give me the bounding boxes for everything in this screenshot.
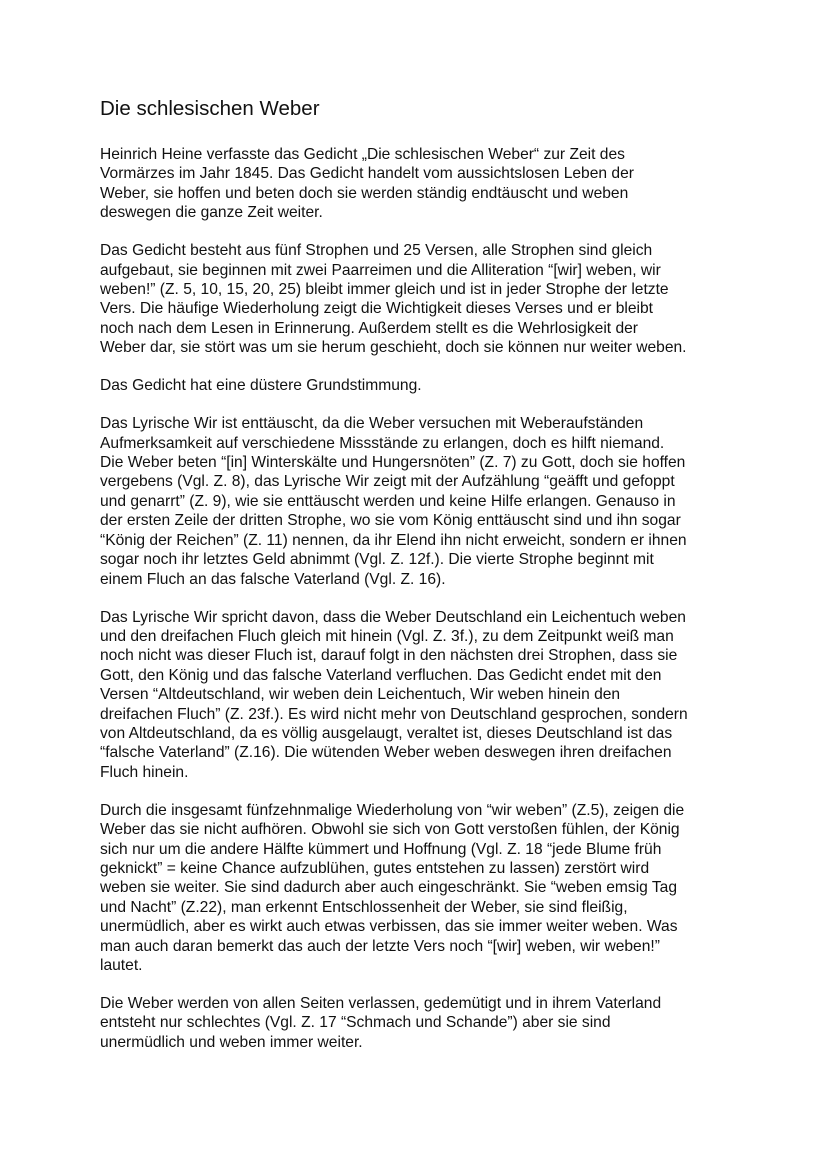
text-line: Die Weber werden von allen Seiten verlassen, gedemütigt und in ihrem Vaterland: [100, 995, 662, 1012]
text-line: Vers. Die häufige Wiederholung zeigt die Wichtigkeit dieses Verses und er bleibt: [100, 300, 654, 318]
text-line: und Nacht” (Z.22), man erkennt Entschlossenheit der Weber, sie sind fleißig,: [100, 898, 628, 916]
document-title: Die schlesischen Weber: [100, 97, 320, 120]
text-line: und genarrt” (Z. 9), wie sie enttäuscht werden und keine Hilfe erlangen. Genauso in: [100, 492, 676, 510]
text-line: man auch daran bemerkt das auch der letzte Vers noch “[wir] weben, wir weben!”: [100, 937, 660, 955]
text-line: Das Gedicht hat eine düstere Grundstimmung.: [100, 377, 422, 395]
text-line: Das Lyrische Wir ist enttäuscht, da die Weber versuchen mit Weberaufständen: [100, 415, 644, 433]
text-line: deswegen die ganze Zeit weiter.: [100, 204, 323, 222]
text-line: Durch die insgesamt fünfzehnmalige Wiederholung von “wir weben” (Z.5), zeigen die: [100, 801, 685, 819]
paragraph-repetition: [100, 801, 740, 976]
text-line: Weber dar, sie stört was um sie herum geschieht, doch sie können nur weiter weben.: [100, 339, 687, 357]
text-line: noch nach dem Lesen in Erinnerung. Außerdem stellt es die Wehrlosigkeit der: [100, 319, 638, 337]
text-line: noch nicht was dieser Fluch ist, darauf folgt in den nächsten drei Strophen, dass sie: [100, 647, 678, 665]
text-line: “falsche Vaterland” (Z.16). Die wütenden Weber weben deswegen ihren dreifachen: [100, 744, 672, 762]
text-line: Die Weber beten “[in] Winterskälte und Hungersnöten” (Z. 7) zu Gott, doch sie hoffen: [100, 454, 686, 472]
document-page: [100, 96, 740, 1071]
text-line: unermüdlich und weben immer weiter.: [100, 1033, 363, 1051]
paragraph-intro: [100, 145, 740, 223]
text-line: lautet.: [100, 957, 143, 974]
text-line: sogar noch ihr letztes Geld abnimmt (Vgl. Z. 12f.). Die vierte Strophe beginnt mit: [100, 551, 654, 569]
text-line: Versen “Altdeutschland, wir weben dein Leichentuch, Wir weben hinein den: [100, 686, 621, 704]
text-line: geknickt” = keine Chance aufzublühen, gutes entstehen zu lassen) zerstört wird: [100, 859, 650, 877]
paragraph-structure: [100, 241, 740, 357]
text-line: weben!” (Z. 5, 10, 15, 20, 25) bleibt immer gleich und ist in jeder Strophe der letzte: [100, 281, 669, 299]
text-line: der ersten Zeile der dritten Strophe, wo sie vom König enttäuscht sind und ihn sogar: [100, 512, 681, 530]
text-line: entsteht nur schlechtes (Vgl. Z. 17 “Schmach und Schande”) aber sie sind: [100, 1014, 611, 1032]
text-line: Aufmerksamkeit auf verschiedene Missstände zu erlangen, doch es hilft niemand.: [100, 434, 665, 452]
paragraph-disappointment: [100, 414, 740, 589]
text-line: sich nur um die andere Hälfte kümmert und Hoffnung (Vgl. Z. 18 “jede Blume früh: [100, 840, 662, 858]
text-line: unermüdlich, aber es wirkt auch etwas verbissen, das sie immer weiter weben. Was: [100, 918, 678, 936]
text-line: Vormärzes im Jahr 1845. Das Gedicht handelt vom aussichtslosen Leben der: [100, 165, 634, 183]
text-line: einem Fluch an das falsche Vaterland (Vgl. Z. 16).: [100, 570, 446, 588]
text-line: Weber, sie hoffen und beten doch sie werden ständig endtäuscht und weben: [100, 184, 629, 202]
text-line: “König der Reichen” (Z. 11) nennen, da ihr Elend ihn nicht erweicht, sondern er ihnen: [100, 531, 687, 549]
text-line: von Altdeutschland, da es völlig ausgelaugt, veraltet ist, dieses Deutschland ist das: [100, 724, 673, 742]
text-line: aufgebaut, sie beginnen mit zwei Paarreimen und die Alliteration “[wir] weben, wir: [100, 261, 661, 279]
text-line: Weber das sie nicht aufhören. Obwohl sie sich von Gott verstoßen fühlen, der König: [100, 821, 680, 839]
text-line: Heinrich Heine verfasste das Gedicht „Die schlesischen Weber“ zur Zeit des: [100, 146, 625, 163]
text-line: Das Lyrische Wir spricht davon, dass die Weber Deutschland ein Leichentuch weben: [100, 608, 686, 626]
text-line: Gott, den König und das falsche Vaterland verfluchen. Das Gedicht endet mit den: [100, 666, 662, 684]
text-line: vergebens (Vgl. Z. 8), das Lyrische Wir zeigt mit der Aufzählung “geäfft und gefoppt: [100, 473, 675, 491]
text-line: Das Gedicht besteht aus fünf Strophen und 25 Versen, alle Strophen sind gleich: [100, 242, 653, 260]
text-line: dreifachen Fluch” (Z. 23f.). Es wird nicht mehr von Deutschland gesprochen, sondern: [100, 705, 688, 723]
text-line: und den dreifachen Fluch gleich mit hinein (Vgl. Z. 3f.), zu dem Zeitpunkt weiß man: [100, 627, 674, 645]
text-line: Fluch hinein.: [100, 763, 189, 781]
paragraph-mood: [100, 376, 740, 395]
paragraph-curse: [100, 608, 740, 783]
text-line: weben sie weiter. Sie sind dadurch aber auch eingeschränkt. Sie “weben emsig Tag: [100, 879, 678, 897]
paragraph-conclusion: [100, 994, 740, 1052]
